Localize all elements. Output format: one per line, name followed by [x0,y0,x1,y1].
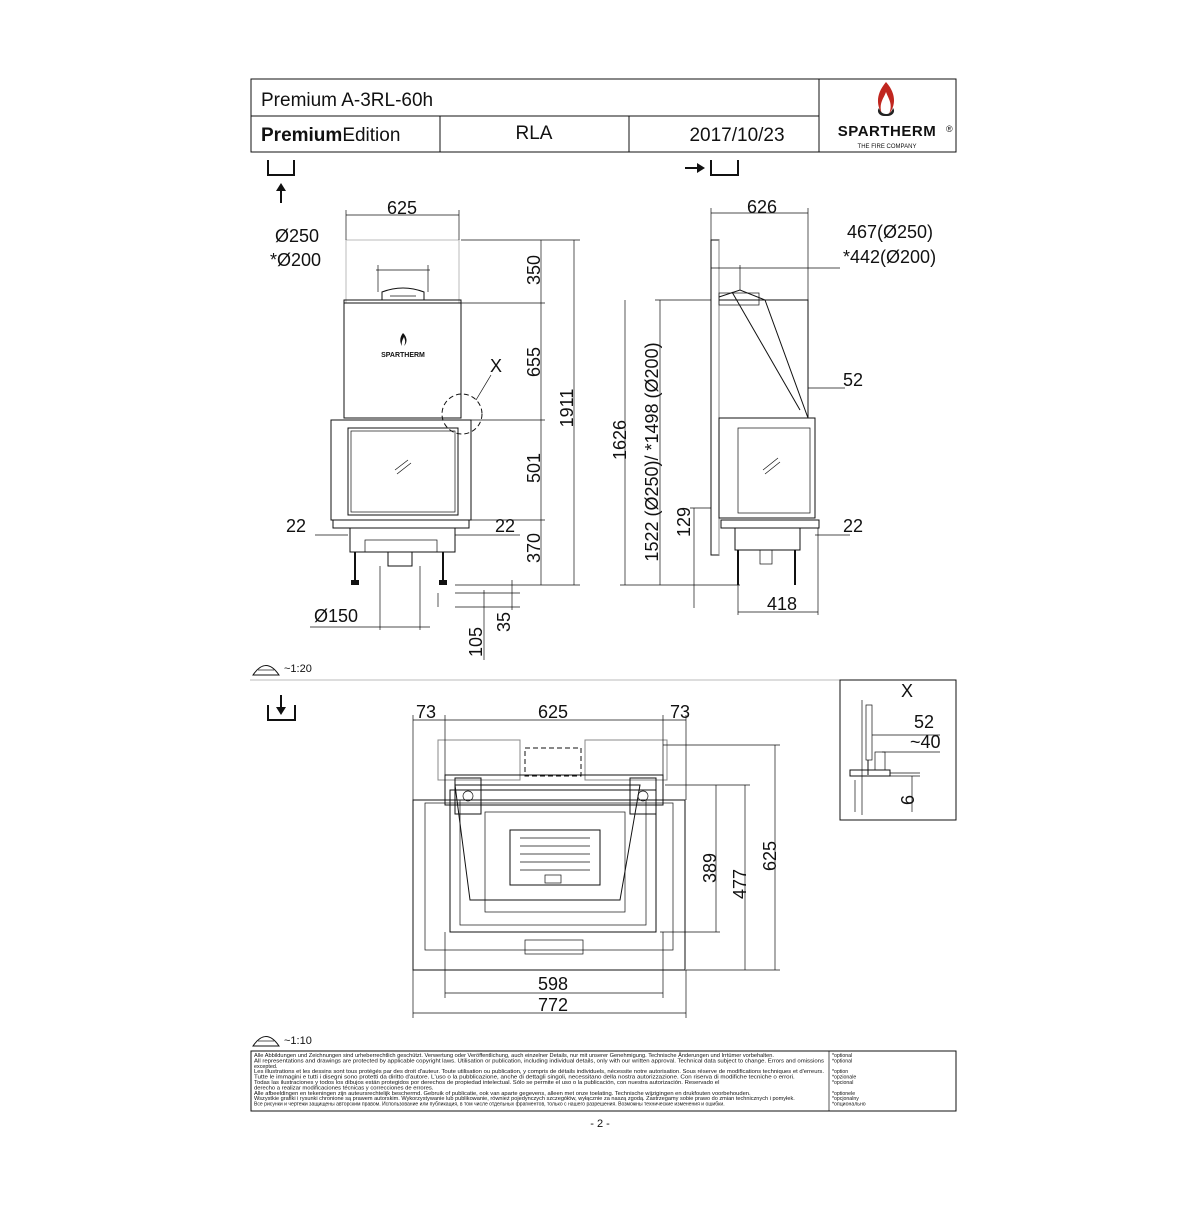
dim-h-370: 370 [524,532,544,564]
dim-plan-right-73: 73 [669,702,691,722]
dim-h-35: 35 [494,611,514,633]
plan-view [413,702,780,1018]
dim-plan-left-73: 73 [415,702,437,722]
dim-flue-offset-200: *442(Ø200) [843,247,937,267]
legal-line: Alle afbeeldingen en tekeningen zijn auteursrechtelijk beschermd. Gebruik of publicatie, ook van aparte gegevens, alleen met onze toelating. Technische wijzigingen en drukfouten voorbehouden. [254,1090,751,1097]
scale-top [253,663,312,675]
dim-side-width: 626 [746,197,778,217]
optional-line: *opzionale [832,1074,857,1081]
dim-h-655: 655 [524,346,544,378]
dim-side-52: 52 [843,370,864,390]
scale-top-label: ~1:20 [284,663,312,675]
date-label: 2017/10/23 [689,125,785,146]
hood-logo-text: SPARTHERM [381,352,425,359]
brand-registered: ® [946,124,953,134]
dim-plan-598: 598 [537,974,569,994]
dim-flue-250: Ø250 [275,226,320,246]
legal-line: derecho a realizar modificaciones técnicas y correcciones de errores. [254,1085,434,1092]
scale-bottom [253,1035,312,1047]
dim-plan-625: 625 [760,840,780,872]
front-view [270,198,580,660]
legal-line: Les illustrations et les dessins sont tous protégés par des droit d'auteur. Toute utilisation ou publication, y compris de détails individuels, nécessite notre autorisation. Sous réserve de modifications techniques et d'erreurs. [254,1069,824,1076]
dim-right-22: 22 [495,516,516,536]
dim-front-width: 625 [386,198,418,218]
legal-line: excepted. [254,1063,278,1070]
scale-bottom-label: ~1:10 [284,1035,312,1047]
dim-h-1911: 1911 [557,388,577,428]
model-title: Premium A-3RL-60h [261,90,434,111]
optional-line: *optional [832,1053,853,1059]
legal-line: Alle Abbildungen und Zeichnungen sind urheberrechtlich geschützt. Verwertung oder Veröffentlichung, auch einzelner Details, nur mit unserer Genehmigung. Technische Änderungen und Irrtümer vorbehalten. [254,1053,731,1059]
dim-h-501: 501 [524,452,544,484]
dim-h-350: 350 [524,254,544,286]
dim-air-d150: Ø150 [314,606,359,626]
spartherm-logo [838,82,953,150]
optional-line: *опционально [832,1101,866,1108]
dim-flue-200: *Ø200 [270,250,322,270]
detail-x [840,680,956,820]
optional-line: *opcional [832,1080,854,1086]
legal-line: Все рисунки и чертежи защищены авторским правом. Использование или публикация, в том числе отдельных фрагментов, только с нашего разрешения. Возможны технические изменения и ошибки. [254,1101,725,1108]
legal-line: Tutte le immagini e tutti i disegni sono protetti da diritto d'autore. L'uso o la pubblicazione, anche di dettagli singoli, necessitano della nostra autorizzazione. Con riserva di modifiche tecniche o errori. [254,1074,795,1081]
dim-flue-offset-250: 467(Ø250) [847,222,934,242]
brand-name: SPARTHERM [837,123,937,140]
side-view-symbol [685,160,738,175]
detail-dim-52: 52 [914,712,935,732]
dim-side-22: 22 [843,516,864,536]
dim-h-1522: 1522 (Ø250)/ *1498 (Ø200) [642,342,662,562]
plan-view-symbol [268,695,295,720]
dim-plan-772: 772 [537,995,569,1015]
edition-bold: Premium [261,125,343,146]
title-block [251,79,956,152]
detail-dim-40: ~40 [910,732,941,752]
dim-plan-477: 477 [730,868,750,900]
variant-label: RLA [515,123,553,144]
brand-tagline: THE FIRE COMPANY [857,144,917,150]
dim-plan-width-625: 625 [537,702,569,722]
detail-dim-6: 6 [898,794,918,806]
page-number: - 2 - [590,1118,610,1130]
legal-line: Wszystkie grafiki i rysunki chronione są prawem autorskim. Wykorzystywanie lub publikowanie, również pojedynczych szczegółów, wyłącznie za naszą zgodą. Zastrzegamy sobie prawo do zmian technicznych i pomyłek. [254,1096,795,1103]
edition-label [261,125,400,146]
detail-x-callout: X [490,356,503,376]
optional-line: *option [832,1069,849,1076]
dim-side-depth: 418 [766,594,798,614]
optional-line: *optional [832,1058,853,1065]
side-view [610,197,936,615]
optional-line: *optionele [832,1090,856,1097]
dim-h-105: 105 [466,626,486,658]
legal-line: Todas las ilustraciones y todos los dibujos están protegidos por derechos de propiedad intelectual. Sólo se permite el uso o la publicación, con nuestra autorización. Reservado el [254,1080,720,1086]
dim-left-22: 22 [286,516,307,536]
edition-rest: Edition [342,125,401,146]
detail-x-label: X [900,681,914,701]
optional-line: *opcjonalny [832,1096,859,1103]
front-view-symbol [268,160,294,203]
legal-line: All representations and drawings are protected by applicable copyright laws. Utilisation or publication, including individual details, only with our written approval. Technical data subject to change. Errors and omissions [254,1058,825,1065]
dim-h-1626: 1626 [610,419,630,461]
legal-footer [251,1051,956,1111]
dim-plan-389: 389 [700,852,720,884]
hood-flame-icon [400,333,406,346]
dim-h-129: 129 [674,506,694,538]
